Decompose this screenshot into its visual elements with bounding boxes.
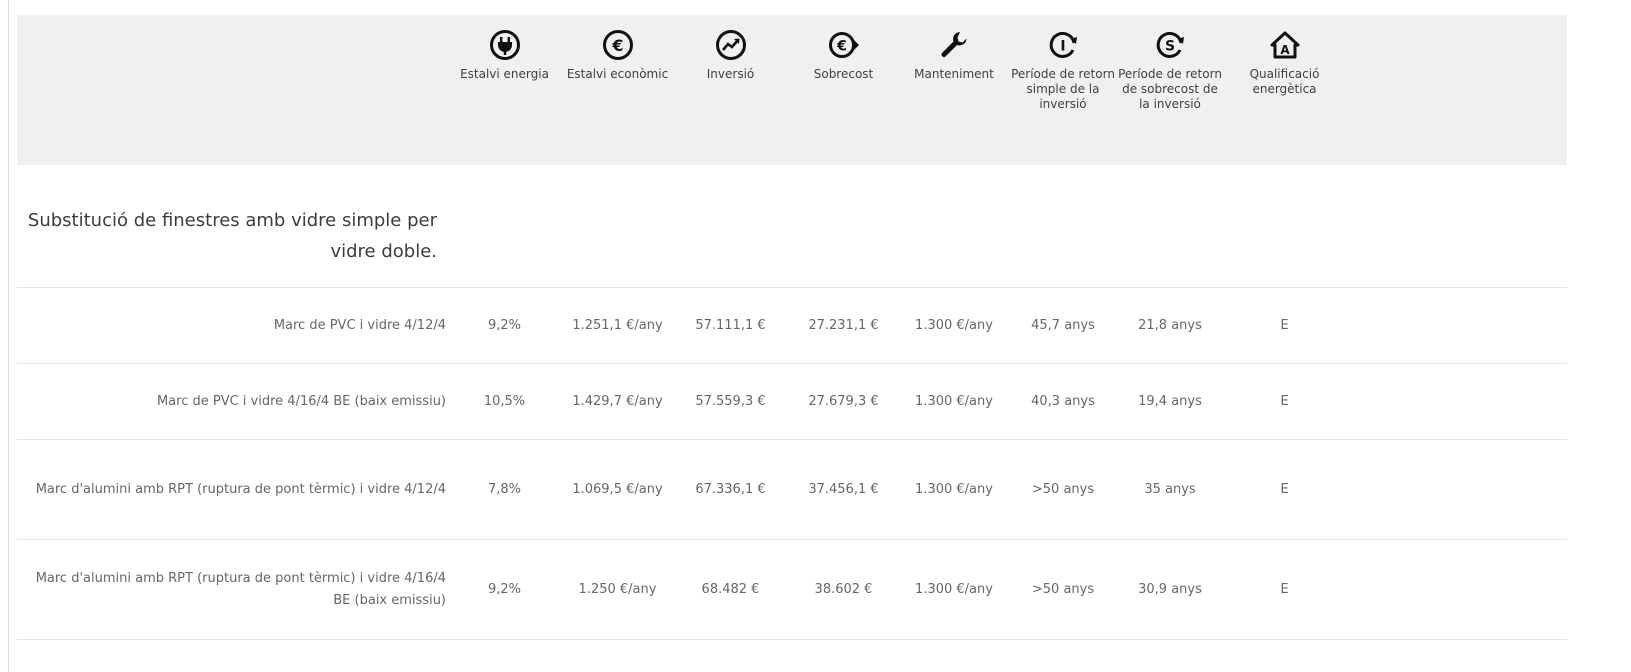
- table-row: [17, 288, 1567, 364]
- overcost-payback-value: 35 anys: [1144, 482, 1196, 497]
- simple-payback-value: 40,3 anys: [1031, 394, 1095, 409]
- trend-icon: [715, 29, 747, 61]
- overcost-payback-value: 19,4 anys: [1138, 394, 1202, 409]
- economic-saving-value: 1.251,1 €/any: [572, 318, 663, 333]
- row-spacer: [1347, 288, 1467, 363]
- energy-rating-value: E: [1280, 318, 1289, 333]
- maintenance-value: 1.300 €/any: [915, 582, 993, 597]
- investment-value: 57.559,3 €: [695, 394, 766, 409]
- energy-rating-value: E: [1280, 482, 1289, 497]
- row-name: Marc de PVC i vidre 4/16/4 BE (baix emissiu): [156, 393, 446, 409]
- col-header-label: Període de retorn de sobrecost de la inversió: [1118, 67, 1222, 111]
- energy-saving-value: 10,5%: [483, 394, 526, 409]
- svg-text:€: €: [611, 36, 624, 55]
- col-header-simple-payback: [1008, 15, 1118, 165]
- overcost-value: 38.602 €: [814, 582, 873, 597]
- table-row: [17, 440, 1567, 540]
- investment-value: 67.336,1 €: [695, 482, 766, 497]
- overcost-payback-value: 21,8 anys: [1138, 318, 1202, 333]
- section-title: Substitució de finestres amb vidre simple per vidre doble.: [27, 210, 437, 262]
- maintenance-value: 1.300 €/any: [915, 394, 993, 409]
- cycle-i-icon: [1047, 29, 1079, 61]
- simple-payback-value: 45,7 anys: [1031, 318, 1095, 333]
- row-name: Marc d'alumini amb RPT (ruptura de pont tèrmic) i vidre 4/16/4 BE (baix emissiu): [35, 570, 446, 608]
- col-header-energy-saving: [448, 15, 561, 165]
- col-header-label: Sobrecost: [813, 67, 874, 81]
- comparison-table: [17, 15, 1567, 640]
- maintenance-value: 1.300 €/any: [915, 318, 993, 333]
- house-a-icon: [1269, 29, 1301, 61]
- table-header: [17, 15, 1567, 165]
- row-name: Marc de PVC i vidre 4/12/4: [273, 317, 446, 333]
- economic-saving-value: 1.069,5 €/any: [572, 482, 663, 497]
- energy-saving-value: 9,2%: [487, 318, 522, 333]
- euro-arrow-icon: [828, 29, 860, 61]
- svg-text:S: S: [1164, 38, 1176, 55]
- energy-rating-value: E: [1280, 582, 1289, 597]
- svg-text:€: €: [836, 38, 847, 55]
- col-header-energy-rating: [1222, 15, 1347, 165]
- svg-text:I: I: [1060, 38, 1066, 55]
- header-spacer-right: [1347, 15, 1467, 165]
- col-header-label: Manteniment: [914, 67, 994, 81]
- col-header-label: Estalvi energia: [460, 67, 549, 81]
- overcost-value: 27.679,3 €: [808, 394, 879, 409]
- maintenance-value: 1.300 €/any: [915, 482, 993, 497]
- col-header-investment: [674, 15, 787, 165]
- simple-payback-value: >50 anys: [1031, 582, 1095, 597]
- energy-saving-value: 7,8%: [487, 482, 522, 497]
- col-header-maintenance: [900, 15, 1008, 165]
- simple-payback-value: >50 anys: [1031, 482, 1095, 497]
- col-header-label: Període de retorn simple de la inversió: [1011, 67, 1115, 111]
- economic-saving-value: 1.429,7 €/any: [572, 394, 663, 409]
- left-divider: [8, 0, 9, 672]
- energy-rating-value: E: [1280, 394, 1289, 409]
- euro-icon: [602, 29, 634, 61]
- col-header-overcost: [787, 15, 900, 165]
- col-header-economic-saving: [561, 15, 674, 165]
- table-row: [17, 364, 1567, 440]
- col-header-overcost-payback: [1118, 15, 1222, 165]
- col-header-label: Qualificació energètica: [1249, 67, 1320, 96]
- plug-icon: [489, 29, 521, 61]
- energy-saving-value: 9,2%: [487, 582, 522, 597]
- cycle-s-icon: [1154, 29, 1186, 61]
- svg-text:A: A: [1279, 43, 1290, 57]
- investment-value: 68.482 €: [701, 582, 760, 597]
- row-name: Marc d'alumini amb RPT (ruptura de pont tèrmic) i vidre 4/12/4: [35, 481, 446, 497]
- overcost-payback-value: 30,9 anys: [1138, 582, 1202, 597]
- col-header-label: Estalvi econòmic: [566, 67, 669, 81]
- section-title-row: [17, 165, 1567, 288]
- row-spacer: [1347, 540, 1467, 639]
- row-spacer: [1347, 364, 1467, 439]
- table-row: [17, 540, 1567, 640]
- overcost-value: 27.231,1 €: [808, 318, 879, 333]
- row-spacer: [1347, 440, 1467, 539]
- investment-value: 57.111,1 €: [695, 318, 766, 333]
- overcost-value: 37.456,1 €: [808, 482, 879, 497]
- economic-saving-value: 1.250 €/any: [578, 582, 657, 597]
- wrench-icon: [938, 29, 970, 61]
- header-spacer: [17, 15, 448, 165]
- col-header-label: Inversió: [706, 67, 755, 81]
